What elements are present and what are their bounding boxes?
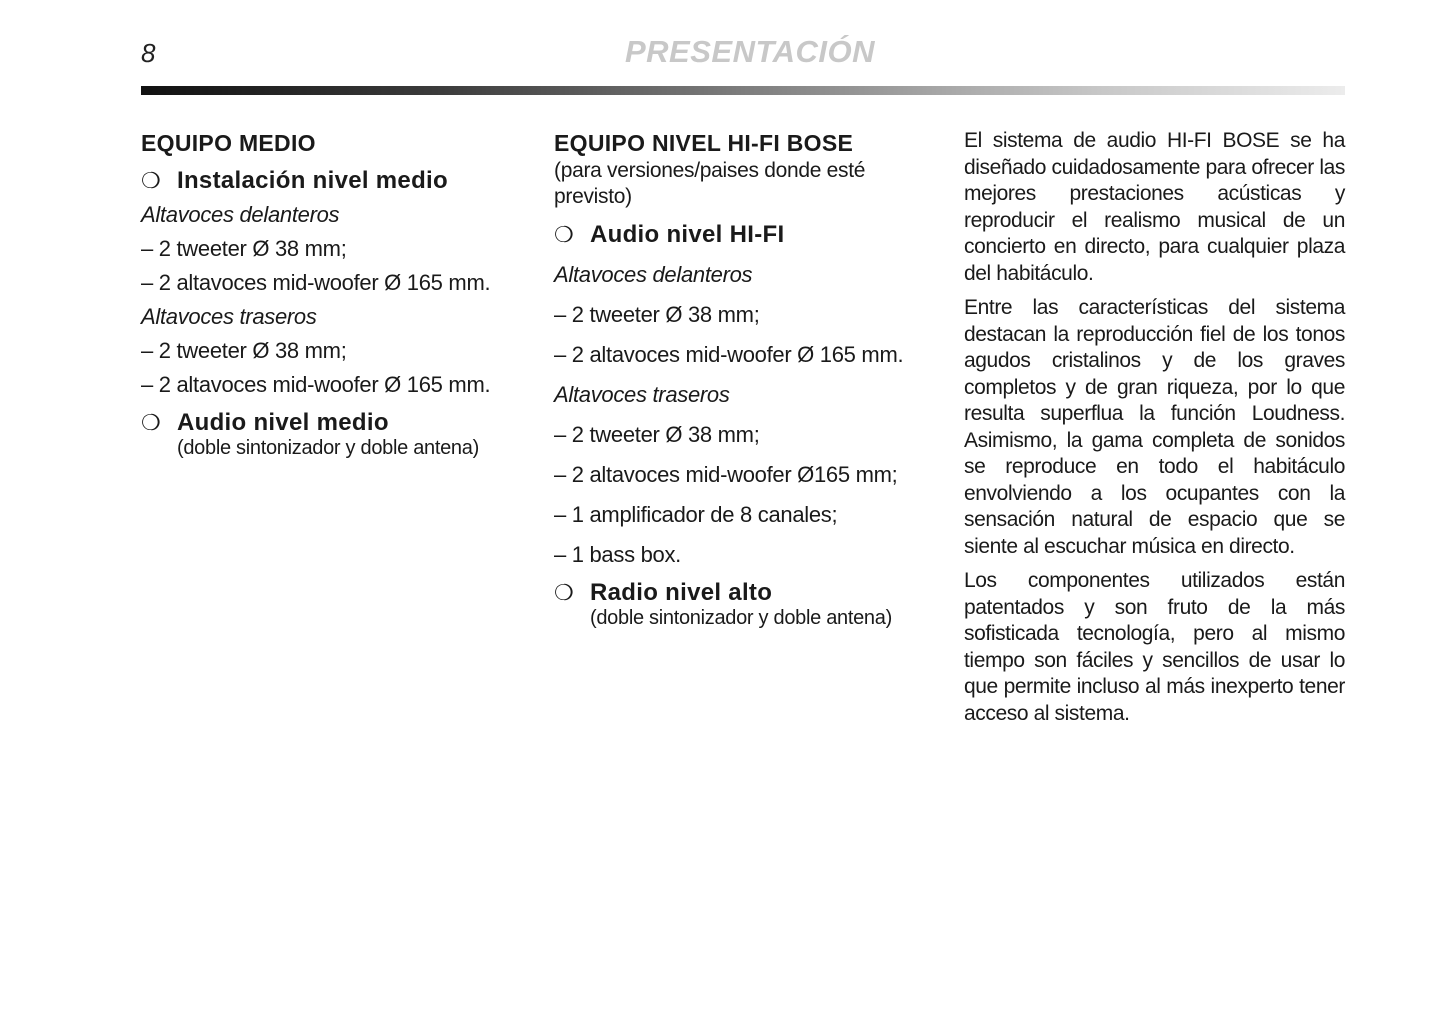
rear-speakers-label: Altavoces traseros (554, 382, 730, 407)
circle-bullet-icon: ❍ (554, 580, 574, 605)
circle-bullet-icon: ❍ (554, 222, 574, 247)
list-item: – 1 bass box. (554, 542, 681, 567)
header-rule (141, 86, 1345, 95)
paragraph: Los componentes utilizados están patentados y son fruto de la más sofisticada tecnología, pero al mismo tiempo son fáciles y sencillos de usar lo que permite incluso al más inexperto tener acceso al sistema. (964, 569, 1345, 725)
subsection-title-instalacion: Instalación nivel medio (177, 167, 448, 194)
radio-alto-note: (doble sintonizador y doble antena) (590, 607, 892, 629)
list-item: – 2 altavoces mid-woofer Ø 165 mm. (141, 372, 491, 397)
subsection-audio-hifi (554, 222, 934, 248)
list-item: – 2 altavoces mid-woofer Ø165 mm; (554, 462, 898, 487)
list-item: – 2 altavoces mid-woofer Ø 165 mm. (554, 342, 904, 367)
paragraph: Entre las características del sistema destacan la reproducción fiel de los tonos agudos cristalinos y de los graves completos y de gran riqueza, por lo que resulta superflua la función Loudness. Asimismo, la gama completa de sonidos se reproduce en todo el habitáculo envolviendo a los ocupantes con la sensación natural de espacio que se siente al escuchar música en directo. (964, 296, 1345, 558)
section-subtitle-hifi: (para versiones/paises donde esté previsto) (554, 159, 866, 208)
list-item: – 2 tweeter Ø 38 mm; (554, 302, 760, 327)
subsection-instalacion (141, 168, 521, 194)
list-item: – 2 altavoces mid-woofer Ø 165 mm. (141, 270, 491, 295)
column-equipo-medio (141, 128, 521, 460)
page-number: 8 (141, 38, 156, 68)
paragraph: El sistema de audio HI-FI BOSE se ha diseñado cuidadosamente para ofrecer las mejores prestaciones acústicas y reproducir el realismo musical de un concierto en directo, para cualquier plaza del habitáculo. (964, 129, 1345, 285)
list-item: – 2 tweeter Ø 38 mm; (554, 422, 760, 447)
front-speakers-label: Altavoces delanteros (554, 262, 753, 287)
section-title-equipo-hifi: EQUIPO NIVEL HI-FI BOSE (554, 130, 854, 156)
circle-bullet-icon: ❍ (141, 410, 161, 435)
list-item: – 1 amplificador de 8 canales; (554, 502, 838, 527)
column-equipo-hifi (554, 128, 934, 630)
list-item: – 2 tweeter Ø 38 mm; (141, 236, 347, 261)
subsection-title-audio-medio: Audio nivel medio (177, 409, 389, 436)
front-speakers-label: Altavoces delanteros (141, 202, 340, 227)
subsection-audio-medio (141, 410, 521, 436)
circle-bullet-icon: ❍ (141, 168, 161, 193)
section-title-equipo-medio: EQUIPO MEDIO (141, 130, 316, 156)
list-item: – 2 tweeter Ø 38 mm; (141, 338, 347, 363)
subsection-title-audio-hifi: Audio nivel HI-FI (590, 221, 785, 248)
page-title: PRESENTACIÓN (624, 34, 875, 69)
audio-medio-note: (doble sintonizador y doble antena) (177, 437, 479, 459)
rear-speakers-label: Altavoces traseros (141, 304, 317, 329)
subsection-title-radio-alto: Radio nivel alto (590, 579, 773, 606)
subsection-radio-alto (554, 580, 934, 606)
column-description (964, 128, 1345, 735)
